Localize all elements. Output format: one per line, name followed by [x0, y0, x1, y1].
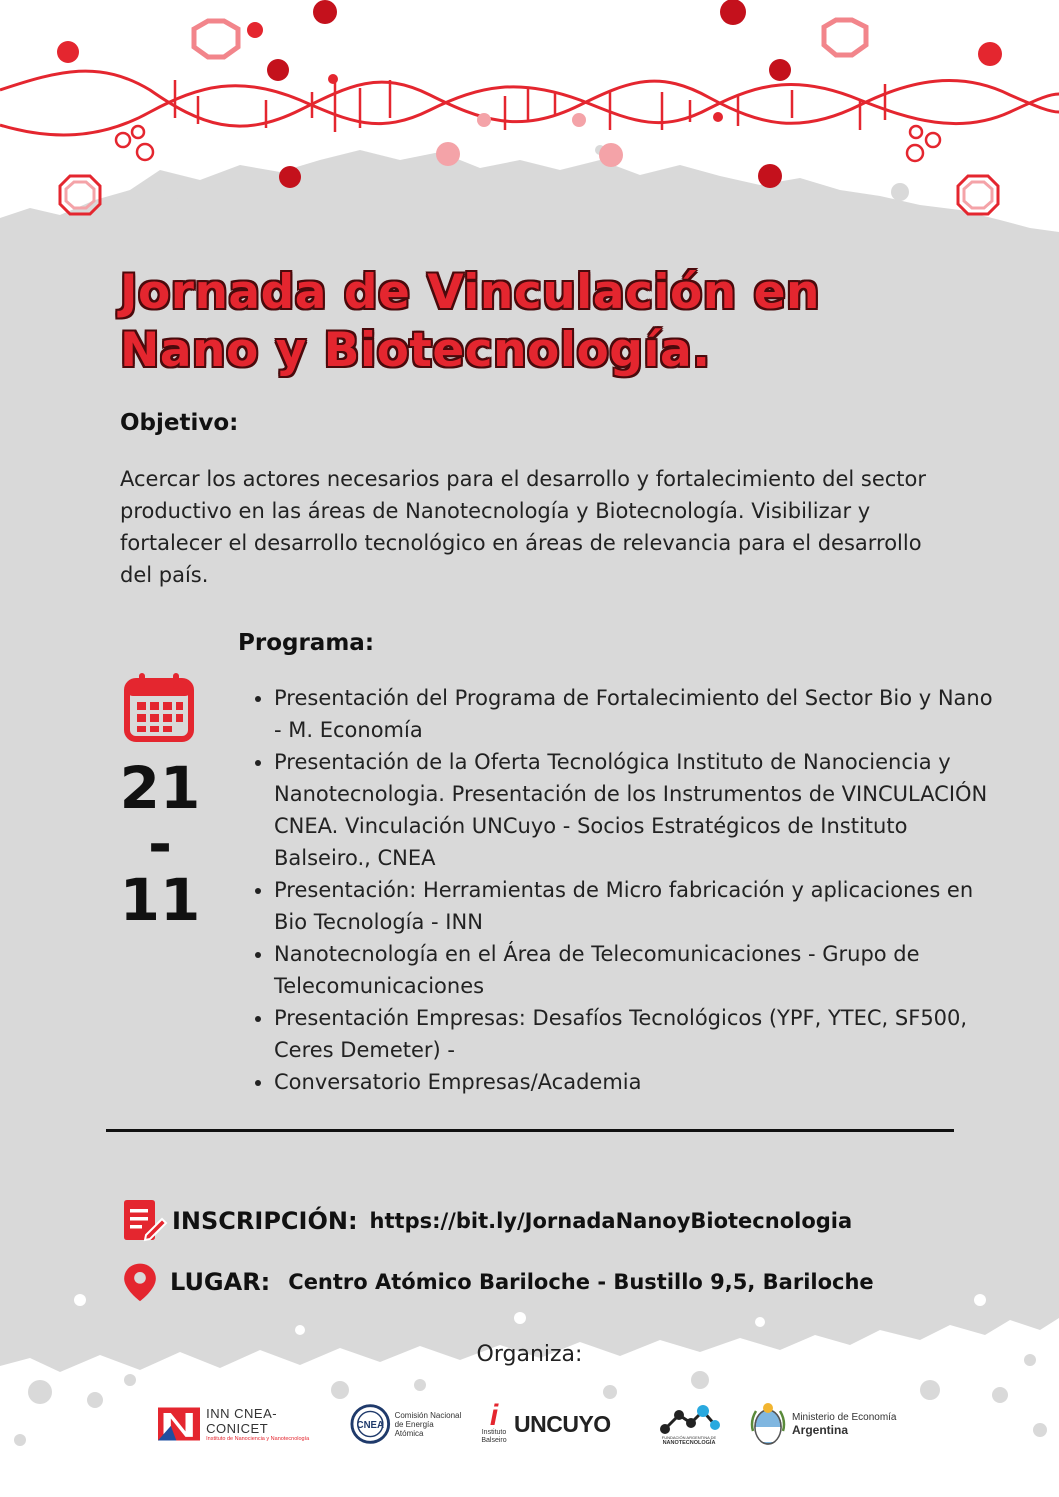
list-item: • Presentación Empresas: Desafíos Tecnológicos (YPF, YTEC, SF500, Ceres Demeter) - [274, 1002, 994, 1066]
cnea-logo [350, 1392, 462, 1456]
balseiro-logo [474, 1392, 514, 1456]
page-title [120, 264, 1000, 380]
balseiro-name-1: Instituto [481, 1429, 507, 1436]
divider [106, 1129, 954, 1132]
form-pen-icon [120, 1197, 168, 1245]
list-item: • Presentación del Programa de Fortalecimiento del Sector Bio y Nano - M. Economía [274, 682, 994, 746]
cnea-seal [350, 1403, 391, 1445]
balseiro-mark: i [489, 1399, 499, 1432]
uncuyo-logo [514, 1392, 634, 1456]
cnea-mark: CNEA [356, 1419, 384, 1431]
lugar-value: Centro Atómico Bariloche - Bustillo 9,5, Bariloche [288, 1270, 874, 1294]
fan-molecule-mark [657, 1403, 721, 1435]
inn-mark [158, 1404, 200, 1444]
list-item: • Presentación: Herramientas de Micro fabricación y aplicaciones en Bio Tecnología - INN [274, 874, 994, 938]
argentina-coat-of-arms [750, 1401, 786, 1447]
date-day: 21 [119, 754, 201, 822]
date-separator: - [147, 810, 173, 878]
cnea-name-1: Comisión Nacional [394, 1410, 462, 1420]
programa-heading: Programa: [238, 630, 375, 656]
lugar-label: LUGAR: [170, 1268, 271, 1296]
date-month: 11 [119, 866, 201, 934]
fan-logo [654, 1392, 724, 1456]
fan-name-2: NANOTECNOLOGÍA [662, 1439, 716, 1446]
event-date [110, 754, 210, 934]
ministerio-name-2: Argentina [792, 1422, 849, 1437]
fan-name-1: FUNDACIÓN ARGENTINA DE [661, 1434, 717, 1440]
inn-subtitle: Instituto de Nanociencia y Nanotecnología [206, 1436, 310, 1442]
organiza-label: Organiza: [476, 1342, 583, 1367]
cnea-name-2: de Energía Atómica [394, 1419, 434, 1438]
inscripcion-label: INSCRIPCIÓN: [172, 1207, 358, 1235]
balseiro-name-2: Balseiro [481, 1437, 507, 1444]
title-line-2: Nano y Biotecnología. [120, 323, 711, 378]
dna-helix [0, 71, 1059, 135]
uncuyo-name: UNCUYO [514, 1410, 611, 1437]
objetivo-text: Acercar los actores necesarios para el desarrollo y fortalecimiento del sector productivo en las áreas de Nanotecnología y Biotecnología. Visibilizar y fortalecer el desarrollo tecnológico en áreas de relevancia para el desarrollo del país. [120, 467, 927, 587]
inn-name: INN CNEA-CONICET [206, 1406, 278, 1436]
location-pin-icon [120, 1257, 160, 1307]
programa-list [240, 682, 994, 1098]
list-item: • Presentación de la Oferta Tecnológica Instituto de Nanociencia y Nanotecnologia. Presentación de los Instrumentos de VINCULACIÓN CNEA. Vinculación UNCuyo - Socios Estratégicos de Instituto Balseiro., CNEA [274, 746, 994, 874]
inscripcion-link[interactable]: https://bit.ly/JornadaNanoyBiotecnologia [369, 1209, 853, 1233]
inscripcion-row [120, 1196, 852, 1246]
list-item: • Nanotecnología en el Área de Telecomunicaciones - Grupo de Telecomunicaciones [274, 938, 994, 1002]
inn-logo [158, 1392, 328, 1456]
calendar-icon [124, 672, 194, 742]
title-line-1: Jornada de Vinculación en [120, 265, 820, 320]
objetivo-heading: Objetivo: [120, 410, 239, 436]
lugar-row [120, 1256, 874, 1308]
ministerio-name-1: Ministerio de Economía [792, 1411, 897, 1423]
organizers-logos [150, 1392, 910, 1456]
list-item: • Conversatorio Empresas/Academia [274, 1066, 994, 1098]
ministerio-logo [750, 1392, 910, 1456]
